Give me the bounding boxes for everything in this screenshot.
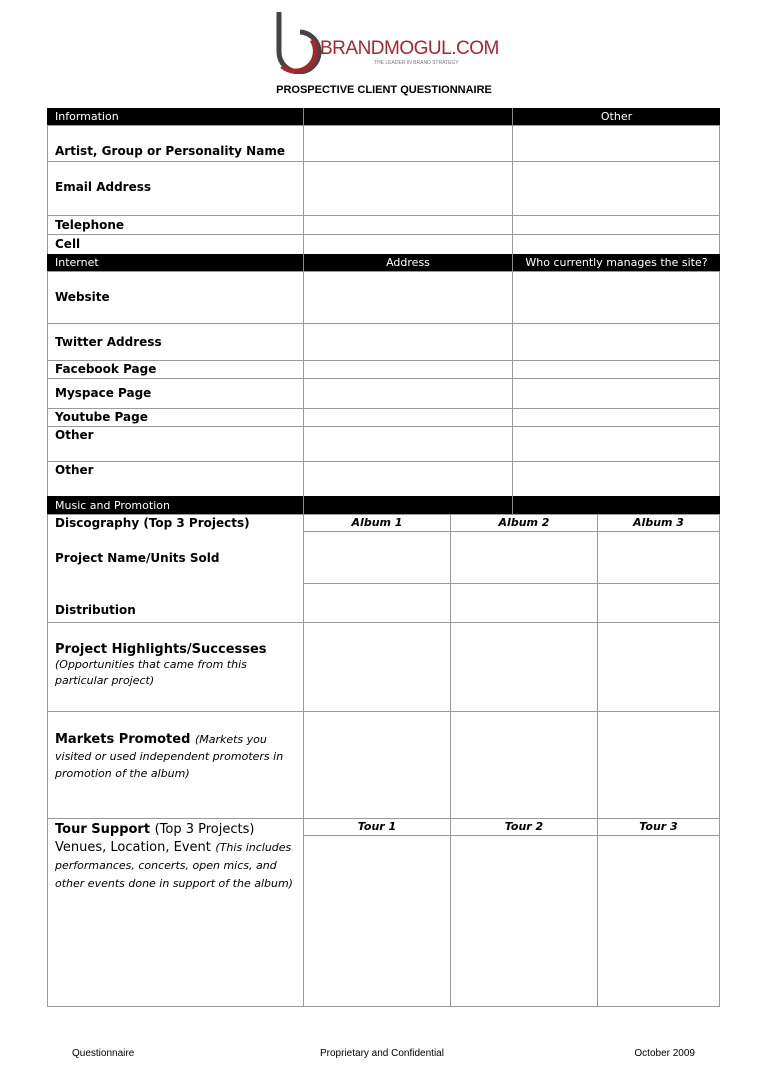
- label-youtube: Youtube Page: [55, 410, 148, 424]
- telephone-other-field[interactable]: [512, 215, 720, 235]
- label-myspace: Myspace Page: [55, 386, 152, 400]
- myspace-address-field[interactable]: [303, 378, 513, 409]
- internet-header: Internet: [55, 256, 99, 269]
- logo-brand: BRAND: [320, 38, 385, 59]
- artist-name-field[interactable]: [303, 125, 513, 162]
- label-artist: Artist, Group or Personality Name: [55, 144, 285, 158]
- highlights-note: (Opportunities that came from this particular project): [55, 658, 247, 687]
- venues-note: (This includes performances, concerts, open mics, and other events done in support of the album): [55, 841, 293, 890]
- album-3-highlights-field[interactable]: [597, 622, 720, 712]
- email-other-field[interactable]: [512, 161, 720, 216]
- address-header: Address: [303, 254, 512, 271]
- album-1-highlights-field[interactable]: [303, 622, 451, 712]
- label-facebook: Facebook Page: [55, 362, 157, 376]
- album-1-distribution-field[interactable]: [303, 583, 451, 623]
- label-email: Email Address: [55, 180, 152, 194]
- label-distribution: Distribution: [55, 603, 136, 617]
- website-manager-field[interactable]: [512, 271, 720, 324]
- album-1-project-field[interactable]: [303, 531, 451, 584]
- label-telephone: Telephone: [55, 218, 125, 232]
- markets-note: (Markets you visited or used independent promoters in promotion of the album): [55, 733, 284, 780]
- tour-3-field[interactable]: [597, 835, 720, 1007]
- label-tour: Tour Support (Top 3 Projects) Venues, Location, Event (This includes performances, concerts, open mics, and other events done in support of the album): [55, 822, 293, 890]
- label-cell: Cell: [55, 237, 81, 251]
- label-project-name: Project Name/Units Sold: [55, 551, 220, 565]
- tour-3-header: Tour 3: [639, 820, 678, 833]
- other-header: Other: [512, 108, 720, 125]
- page-title: PROSPECTIVE CLIENT QUESTIONNAIRE: [276, 84, 492, 96]
- music-header: Music and Promotion: [55, 499, 170, 512]
- label-discography: Discography (Top 3 Projects): [55, 516, 250, 530]
- tour-1-field[interactable]: [303, 835, 451, 1007]
- footer-right: October 2009: [634, 1048, 695, 1059]
- artist-other-field[interactable]: [512, 125, 720, 162]
- other1-address-field[interactable]: [303, 426, 513, 462]
- other1-manager-field[interactable]: [512, 426, 720, 462]
- album-1-header: Album 1: [351, 516, 403, 529]
- footer-center: Proprietary and Confidential: [320, 1048, 444, 1059]
- logo-tagline: THE LEADER IN BRAND STRATEGY: [374, 60, 459, 66]
- twitter-address-field[interactable]: [303, 323, 513, 361]
- label-other-2: Other: [55, 463, 94, 477]
- facebook-address-field[interactable]: [303, 360, 513, 379]
- myspace-manager-field[interactable]: [512, 378, 720, 409]
- label-website: Website: [55, 290, 110, 304]
- other2-address-field[interactable]: [303, 461, 513, 497]
- telephone-field[interactable]: [303, 215, 513, 235]
- youtube-address-field[interactable]: [303, 408, 513, 427]
- album-2-markets-field[interactable]: [450, 711, 598, 819]
- album-3-header: Album 3: [633, 516, 684, 529]
- twitter-manager-field[interactable]: [512, 323, 720, 361]
- email-field[interactable]: [303, 161, 513, 216]
- tour-2-header: Tour 2: [504, 820, 544, 833]
- cell-other-field[interactable]: [512, 234, 720, 255]
- tour-1-header: Tour 1: [357, 820, 397, 833]
- website-address-field[interactable]: [303, 271, 513, 324]
- album-1-markets-field[interactable]: [303, 711, 451, 819]
- album-2-distribution-field[interactable]: [450, 583, 598, 623]
- information-header: Information: [55, 110, 119, 123]
- logo-domain: MOGUL.COM: [384, 38, 499, 59]
- label-twitter: Twitter Address: [55, 335, 162, 349]
- album-3-project-field[interactable]: [597, 531, 720, 584]
- label-highlights: Project Highlights/Successes (Opportunities that came from this particular project): [55, 642, 267, 687]
- brandmogul-logo: [270, 8, 500, 74]
- album-2-header: Album 2: [498, 516, 550, 529]
- other2-manager-field[interactable]: [512, 461, 720, 497]
- youtube-manager-field[interactable]: [512, 408, 720, 427]
- album-2-project-field[interactable]: [450, 531, 598, 584]
- tour-2-field[interactable]: [450, 835, 598, 1007]
- facebook-manager-field[interactable]: [512, 360, 720, 379]
- label-venues: Venues, Location, Event: [55, 840, 211, 855]
- manager-header: Who currently manages the site?: [512, 254, 720, 271]
- album-3-markets-field[interactable]: [597, 711, 720, 819]
- cell-field[interactable]: [303, 234, 513, 255]
- label-other-1: Other: [55, 428, 94, 442]
- footer-left: Questionnaire: [72, 1048, 135, 1059]
- album-2-highlights-field[interactable]: [450, 622, 598, 712]
- label-markets: Markets Promoted (Markets you visited or used independent promoters in promotion of the album): [55, 732, 284, 780]
- album-3-distribution-field[interactable]: [597, 583, 720, 623]
